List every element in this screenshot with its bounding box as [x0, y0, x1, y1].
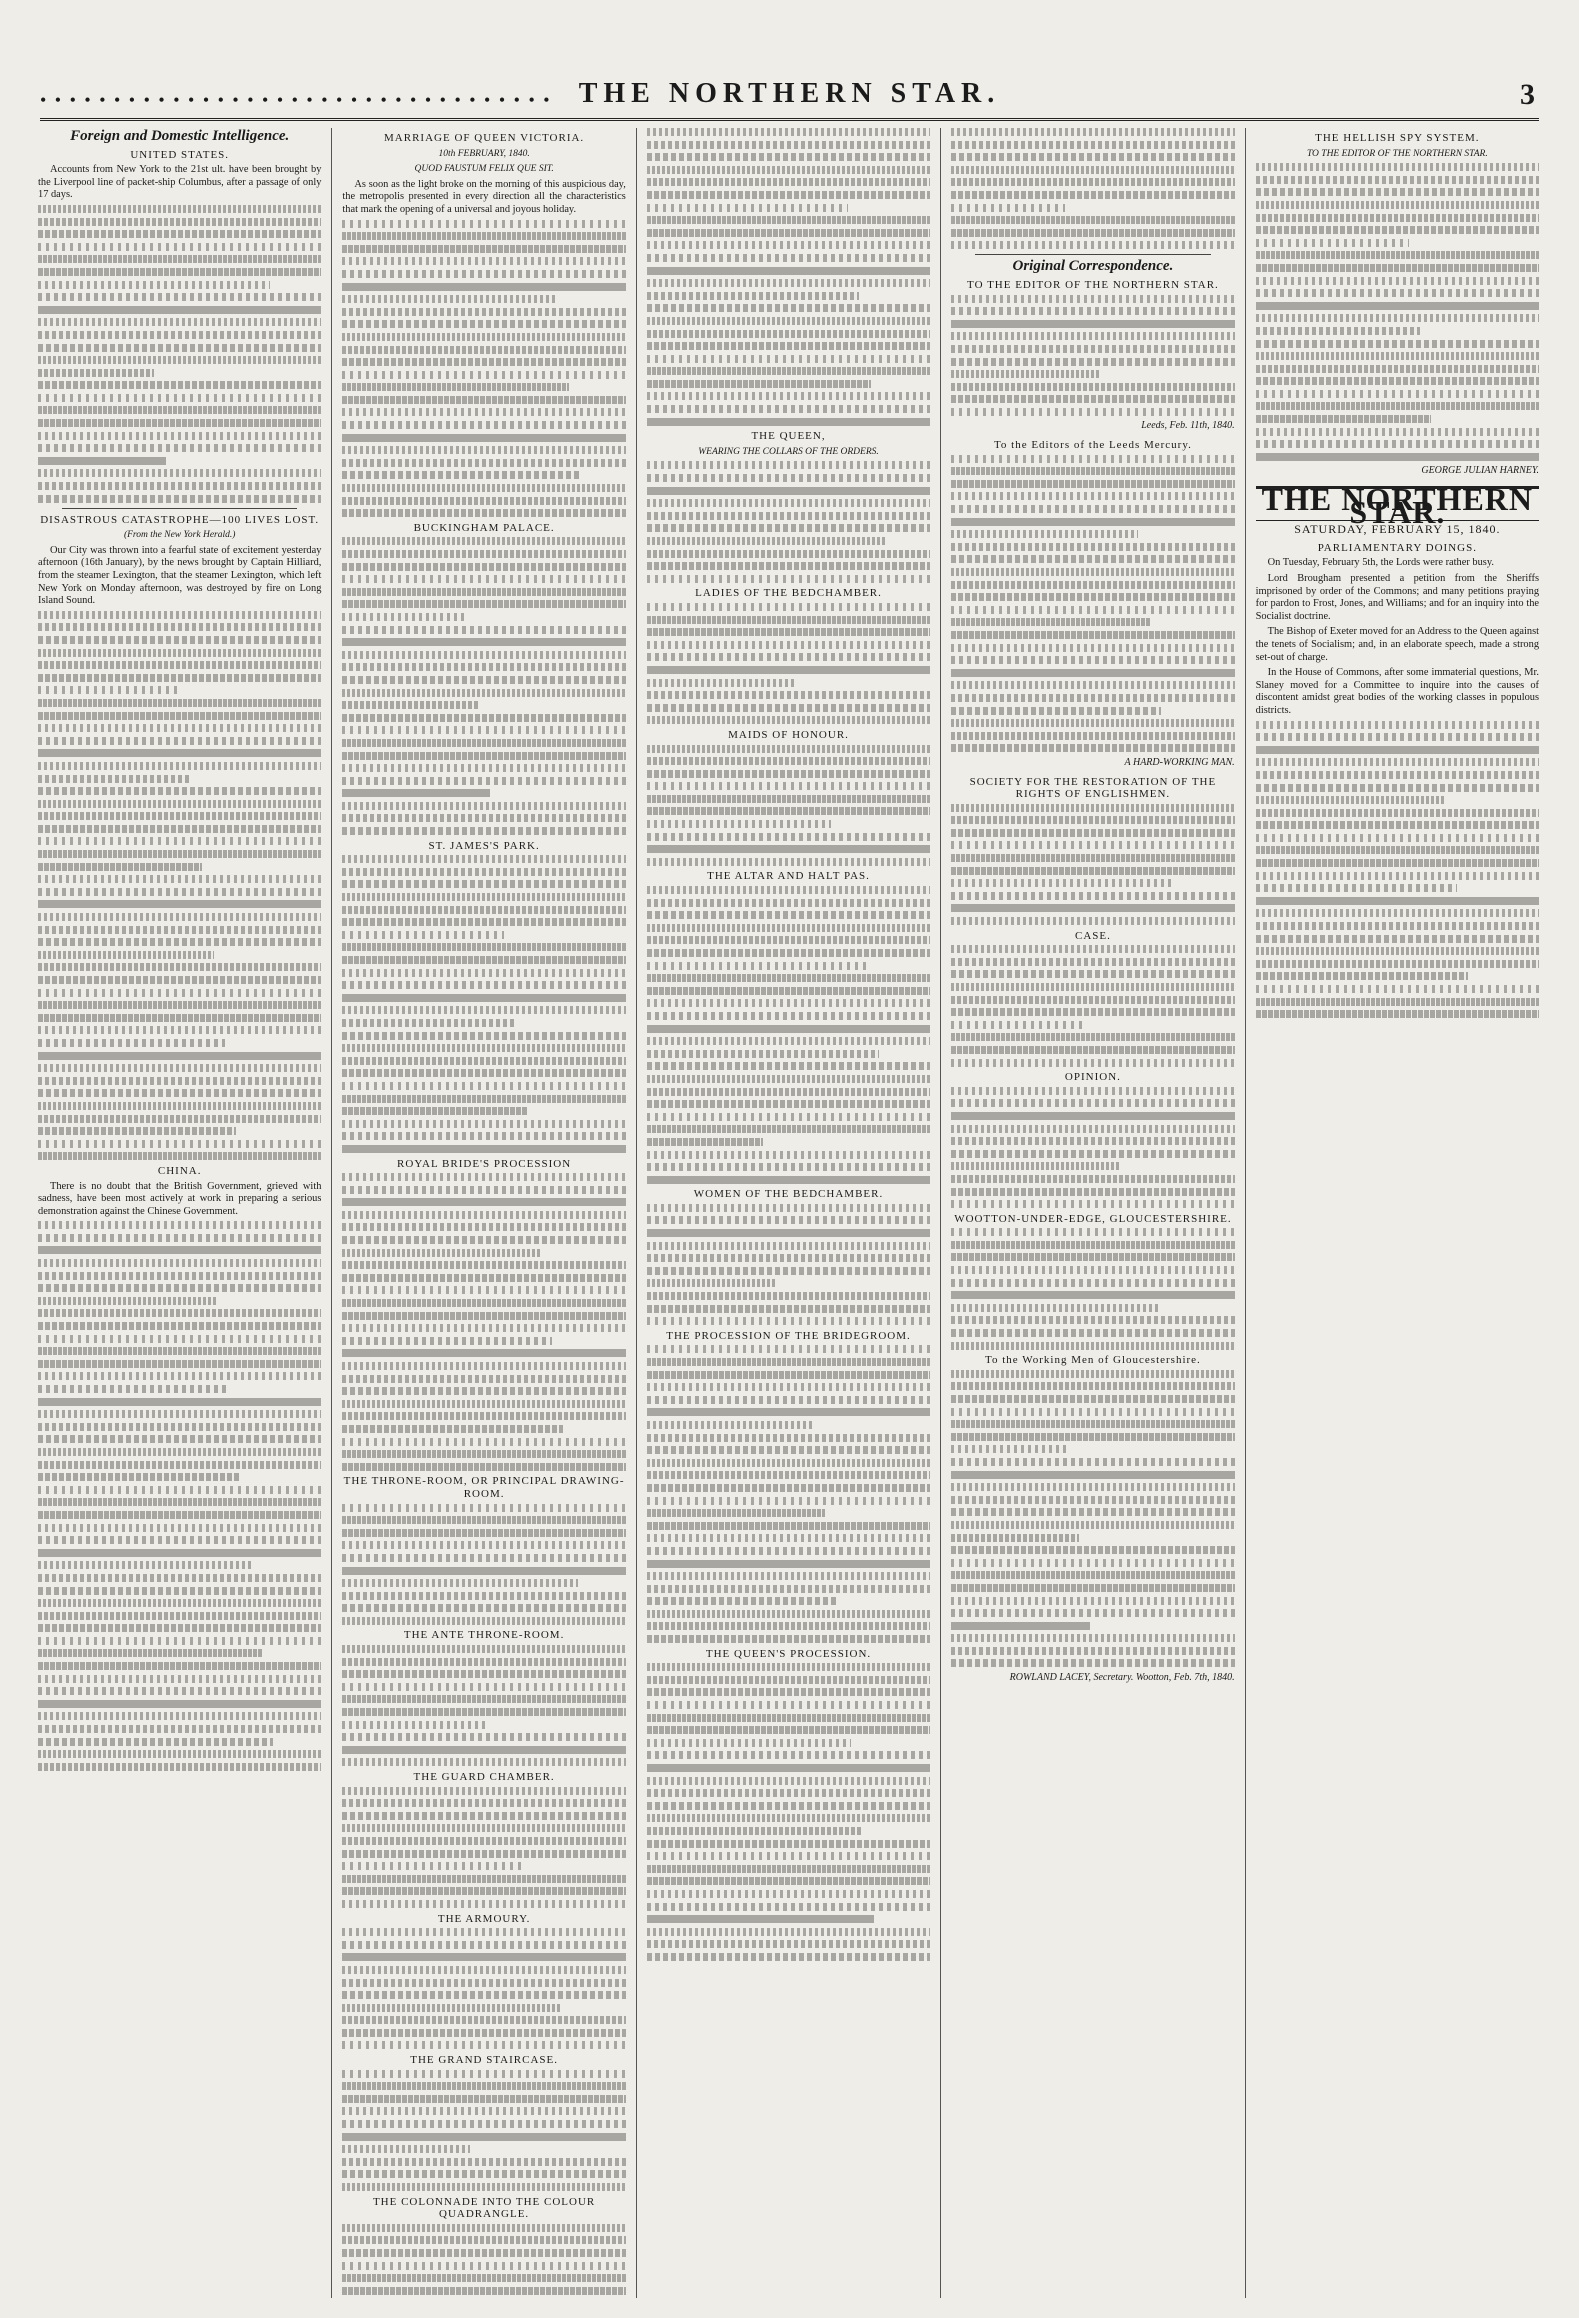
letter-heading: To the Editors of the Leeds Mercury.: [993, 439, 1192, 452]
section-subheading: THE QUEEN'S PROCESSION.: [705, 1647, 872, 1660]
section-subheading: THE ARMOURY.: [437, 1912, 531, 1925]
letter-heading: WOOTTON-UNDER-EDGE, GLOUCESTERSHIRE.: [954, 1212, 1232, 1225]
section-subheading: THE THRONE-ROOM, OR PRINCIPAL DRAWING-ROOM.: [343, 1475, 625, 1500]
section-subheading: CASE.: [1074, 929, 1111, 942]
article-heading: CHINA.: [157, 1164, 202, 1177]
section-subheading: OPINION.: [1064, 1071, 1121, 1084]
article-paragraph: Accounts from New York to the 21st ult. have been brought by the Liverpool line of packet-ship Columbus, after a passage of only 17 days.: [38, 164, 322, 201]
letter-heading: TO THE EDITOR OF THE NORTHERN STAR.: [967, 278, 1219, 291]
body-text-block: [951, 804, 1234, 925]
body-text-block: [1256, 721, 1539, 1019]
body-text-block: [342, 1787, 625, 1908]
body-text-block: [38, 205, 321, 503]
letter-signature: A HARD-WORKING MAN.: [1124, 756, 1235, 768]
body-text-block: [951, 1087, 1234, 1208]
body-text-block: [647, 886, 930, 1184]
masthead-ornament: • • • • • • • • • • • • • • • • • • • • • • • • • • • • • • • • • • •: [40, 90, 552, 110]
body-text-block: [38, 1221, 321, 1771]
article-subheading: (From the New York Herald.): [123, 530, 236, 541]
body-text-block: [342, 537, 625, 835]
divider: [62, 508, 297, 509]
article-paragraph: There is no doubt that the British Government, grieved with sadness, have been most actively at work in preparing a serious demonstration against the Chinese Government.: [38, 1180, 322, 1217]
body-text-block: [342, 1504, 625, 1625]
body-text-block: [342, 1173, 625, 1471]
letter-signature: GEORGE JULIAN HARNEY.: [1421, 465, 1540, 477]
section-subheading: LADIES OF THE BEDCHAMBER.: [695, 587, 882, 600]
body-text-block: [342, 855, 625, 1153]
letter-signature: Leeds, Feb. 11th, 1840.: [1141, 420, 1235, 432]
body-text-block: [342, 2224, 625, 2298]
section-subheading: PARLIAMENTARY DOINGS.: [1317, 541, 1477, 554]
section-subheading: ROYAL BRIDE'S PROCESSION: [397, 1157, 572, 1170]
letter-heading: To the Working Men of Gloucestershire.: [985, 1354, 1201, 1367]
body-text-block: [647, 1663, 930, 1961]
section-subheading: ST. JAMES'S PARK.: [428, 839, 540, 852]
column-4: [941, 128, 1245, 2298]
section-subheading: THE ALTAR AND HALT PAS.: [707, 870, 870, 883]
article-motto: QUOD FAUSTUM FELIX QUE SIT.: [414, 164, 554, 175]
body-text-block: [342, 1645, 625, 1766]
section-subheading: THE ANTE THRONE-ROOM.: [403, 1629, 565, 1642]
body-text-block: [38, 611, 321, 1161]
column-5: [1246, 128, 1549, 2298]
editorial-title: THE NORTHERN STAR.: [1256, 486, 1539, 521]
letter-subheading: TO THE EDITOR OF THE NORTHERN STAR.: [1306, 148, 1488, 159]
letter-heading: SOCIETY FOR THE RESTORATION OF THE RIGHTS OF ENGLISHMEN.: [969, 775, 1217, 801]
article-paragraph: Our City was thrown into a fearful state of excitement yesterday afternoon (16th January), by the news brought by Captain Hilliard, from the steamer Lexington, that the steamer Lexington, which left New York on Monday afternoon, was destroyed by fire on Long Island Sound.: [38, 544, 322, 607]
column-2: [332, 128, 636, 2298]
body-text-block: [951, 295, 1234, 416]
body-text-block: [951, 455, 1234, 753]
body-text-block: [647, 1345, 930, 1643]
section-subheading: THE QUEEN,: [751, 430, 826, 443]
article-heading: MARRIAGE OF QUEEN VICTORIA.: [384, 132, 585, 144]
column-1: [28, 128, 332, 2298]
body-text-block: [342, 1928, 625, 2049]
body-text-block: [951, 1370, 1234, 1668]
body-text-block: [951, 1228, 1234, 1349]
article-paragraph: The Bishop of Exeter moved for an Address to the Queen against the tenets of Socialism; and, in an elaborate speech, made a strong set-out of charge.: [1255, 626, 1540, 663]
body-text-block: [1256, 163, 1539, 461]
article-paragraph: As soon as the light broke on the morning of this auspicious day, the metropolis presented in every direction all the characteristics that mark the opening of a universal and joyous holiday.: [342, 178, 626, 215]
page-number: 3: [1520, 78, 1535, 111]
masthead-title: THE NORTHERN STAR.: [578, 78, 1001, 109]
article-heading: DISASTROUS CATASTROPHE—100 LIVES LOST.: [40, 513, 320, 526]
section-subheading-note: WEARING THE COLLARS OF THE ORDERS.: [698, 446, 879, 457]
section-subheading: THE GUARD CHAMBER.: [413, 1771, 555, 1783]
section-subheading: MAIDS OF HONOUR.: [728, 728, 849, 741]
masthead: [40, 78, 1539, 121]
body-text-block: [951, 945, 1234, 1066]
body-text-block: [342, 220, 625, 518]
article-subheading: 10th FEBRUARY, 1840.: [438, 148, 530, 159]
body-text-block: [647, 1204, 930, 1325]
columns: [28, 128, 1549, 2298]
letter-signature: ROWLAND LACEY, Secretary. Wootton, Feb. 7th, 1840.: [1009, 1672, 1235, 1684]
section-subheading: THE PROCESSION OF THE BRIDEGROOM.: [666, 1329, 911, 1342]
body-text-block: [647, 461, 930, 582]
section-subheading: BUCKINGHAM PALACE.: [413, 521, 555, 534]
article-heading: UNITED STATES.: [130, 148, 230, 161]
body-text-block: [647, 128, 930, 426]
body-text-block: [647, 745, 930, 866]
article-paragraph: On Tuesday, February 5th, the Lords were rather busy.: [1267, 557, 1494, 569]
article-paragraph: In the House of Commons, after some immaterial questions, Mr. Slaney moved for a Committee to inquire into the causes of discontent amidst great bodies of the working classes in populous districts.: [1255, 667, 1540, 716]
section-heading: Original Correspondence.: [1012, 258, 1174, 275]
divider: [975, 254, 1210, 255]
editorial-date: SATURDAY, FEBRUARY 15, 1840.: [1294, 522, 1501, 537]
body-text-block: [951, 128, 1234, 249]
letter-heading: THE HELLISH SPY SYSTEM.: [1315, 132, 1480, 144]
section-subheading: WOMEN OF THE BEDCHAMBER.: [693, 1188, 884, 1201]
column-3: [637, 128, 941, 2298]
section-subheading: THE GRAND STAIRCASE.: [410, 2054, 558, 2067]
section-subheading: THE COLONNADE INTO THE COLOUR QUADRANGLE.: [372, 2195, 596, 2221]
article-paragraph: Lord Brougham presented a petition from the Sheriffs imprisoned by order of the Commons; and many petitions praying for pardon to Frost, Jones, and Williams; and for an inquiry into the Socialist doctrine.: [1255, 573, 1540, 622]
body-text-block: [647, 603, 930, 724]
body-text-block: [342, 2070, 625, 2191]
section-heading: Foreign and Domestic Intelligence.: [70, 128, 290, 144]
